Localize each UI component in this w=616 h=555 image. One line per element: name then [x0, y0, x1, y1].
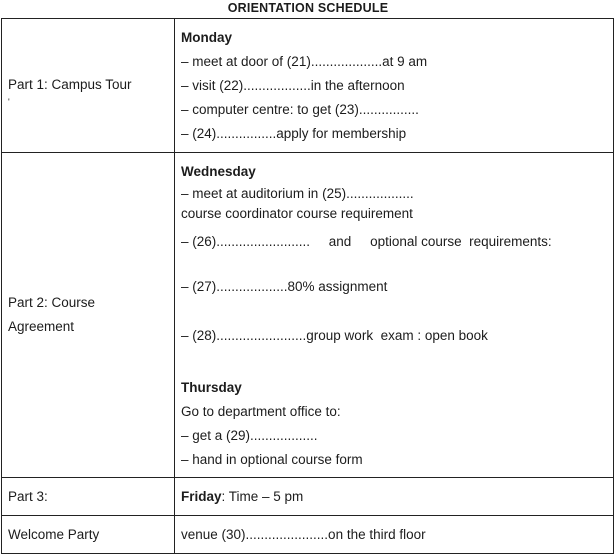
- part2-line-form: – hand in optional course form: [181, 452, 363, 467]
- part2-content-cell: [175, 153, 614, 478]
- part2-line-28: – (28)........................group work exam : open book: [181, 328, 488, 343]
- schedule-title: ORIENTATION SCHEDULE: [227, 1, 389, 15]
- schedule-table: [1, 18, 614, 554]
- part2-line-26: – (26)......................... and optional course requirements:: [181, 234, 552, 249]
- part1-line-23: – computer centre: to get (23)................: [181, 102, 419, 117]
- part2-label-line2: Agreement: [8, 319, 75, 334]
- part1-label: Part 1: Campus Tour: [8, 76, 132, 92]
- part1-line-21: – meet at door of (21)...................at 9 am: [181, 54, 428, 69]
- part2-line-25: – meet at auditorium in (25)..................: [181, 186, 414, 201]
- party-content-cell: venue (30)......................on the third floor: [175, 516, 614, 554]
- part2-label-cell: [2, 153, 175, 478]
- part1-line-22: – visit (22)..................in the afternoon: [181, 78, 405, 93]
- part2-line-29: – get a (29)..................: [181, 428, 318, 443]
- part2-line-office: Go to department office to:: [181, 404, 341, 419]
- table-row-part2: [2, 153, 614, 478]
- table-row-party: [2, 516, 614, 554]
- thursday-heading: Thursday: [181, 380, 242, 395]
- table-row-part3: [2, 478, 614, 516]
- part1-stray-mark: ': [8, 96, 10, 107]
- table-row-part1: [2, 19, 614, 153]
- part1-label-cell: [2, 19, 175, 153]
- part3-label-cell: Part 3:: [2, 478, 175, 516]
- part2-label-line1: Part 2: Course: [8, 295, 96, 310]
- part1-line-24: – (24)................apply for membership: [181, 126, 407, 141]
- friday-heading: Friday: [181, 488, 222, 504]
- part2-line-coordinator: course coordinator course requirement: [181, 206, 413, 221]
- part3-content-cell: [175, 478, 614, 516]
- friday-time: : Time – 5 pm: [221, 488, 304, 504]
- part2-line-27: – (27)...................80% assignment: [181, 279, 388, 294]
- wednesday-heading: Wednesday: [181, 164, 256, 179]
- part1-content-cell: [175, 19, 614, 153]
- monday-heading: Monday: [181, 30, 233, 45]
- party-label-cell: Welcome Party: [2, 516, 175, 554]
